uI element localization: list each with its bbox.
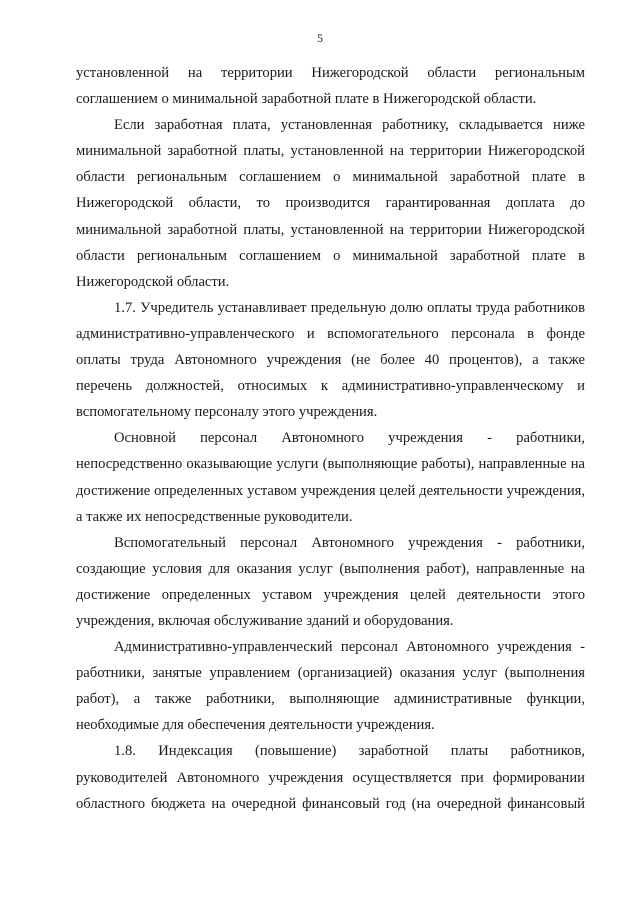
paragraph-support-staff: Вспомогательный персонал Автономного учреждения - работники, создающие условия для оказания услуг (выполнения работ), направленные на достижение определенных уставом учреждения целей деятельности этого учреждения, включая обслуживание зданий и оборудования.	[76, 534, 585, 629]
paragraph-minimum-wage-supplement: Если заработная плата, установленная работнику, складывается ниже минимальной заработной платы, установленной на территории Нижегородской области региональным соглашением о минимальной заработной плате в Нижегородской области, то производится гарантированная доплата до минимальной заработной платы, установленной на территории Нижегородской области региональным соглашением о минимальной заработной плате в Нижегородской области.	[76, 117, 585, 290]
paragraph-admin-staff: Административно-управленческий персонал Автономного учреждения - работники, занятые управлением (организацией) оказания услуг (выполнения работ), а также работники, выполняющие административные функции, необходимые для обеспечения деятельности учреждения.	[76, 639, 585, 734]
paragraph-continuation: установленной на территории Нижегородской области региональным соглашением о минимальной заработной плате в Нижегородской области.	[76, 65, 585, 108]
page-number: 5	[317, 31, 323, 45]
paragraph-1-8: 1.8. Индексация (повышение) заработной платы работников, руководителей Автономного учреждения осуществляется при формировании областного бюджета на очередной финансовый год (на очередной финансовый	[76, 743, 585, 812]
paragraph-1-7: 1.7. Учредитель устанавливает предельную долю оплаты труда работников административно-управленческого и вспомогательного персонала в фонде оплаты труда Автономного учреждения (не более 40 процентов), а также перечень должностей, относимых к административно-управленческому и вспомогательному персоналу этого учреждения.	[76, 299, 585, 421]
document-body	[76, 60, 585, 817]
paragraph-main-staff: Основной персонал Автономного учреждения - работники, непосредственно оказывающие услуги (выполняющие работы), направленные на достижение определенных уставом учреждения целей деятельности учреждения, а также их непосредственные руководители.	[76, 430, 585, 525]
